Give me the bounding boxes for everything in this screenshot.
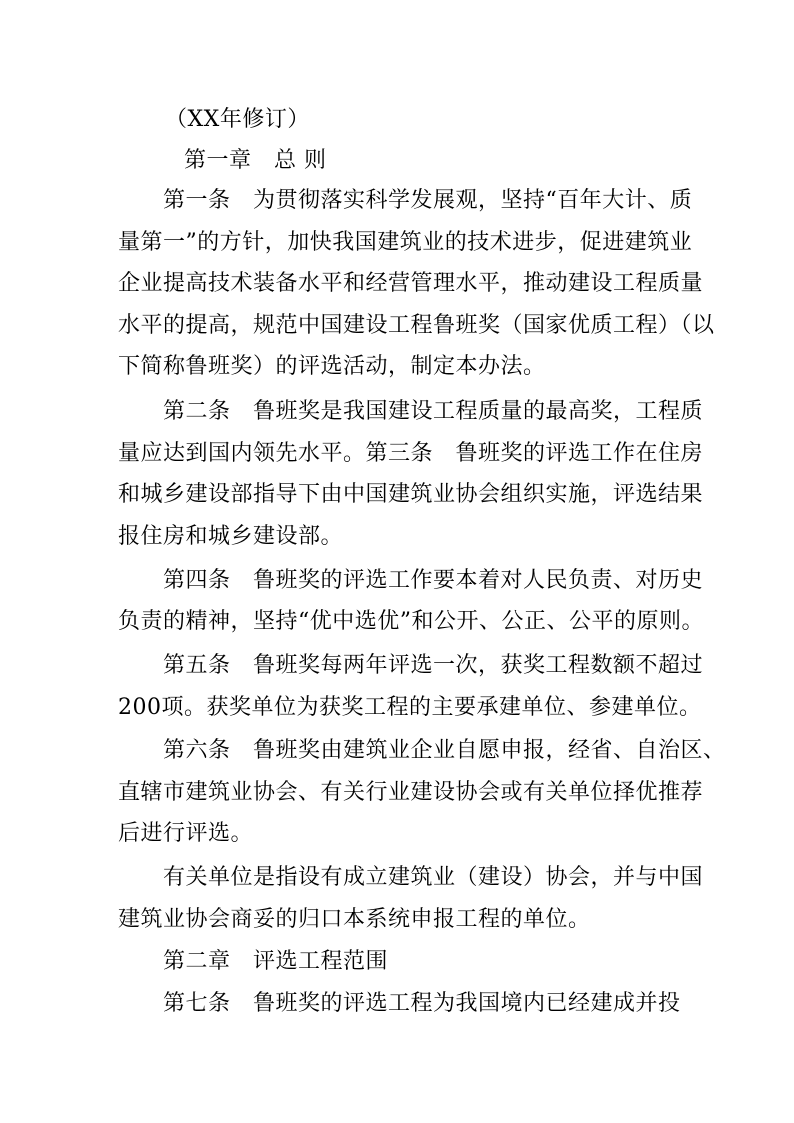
article-2-line-2: 量应达到国内领先水平。第三条 鲁班奖的评选工作在住房 <box>118 441 704 466</box>
article-1-line-3: 企业提高技术装备水平和经营管理水平，推动建设工程质量 <box>118 271 704 296</box>
article-6-line-1: 第六条 鲁班奖由建筑业企业自愿申报，经省、自治区、 <box>163 738 726 763</box>
article-7-line-1: 第七条 鲁班奖的评选工程为我国境内已经建成并投 <box>163 991 681 1016</box>
article-4-line-2: 负责的精神，坚持“优中选优”和公开、公正、公平的原则。 <box>118 609 704 634</box>
note-line-1: 有关单位是指设有成立建筑业（建设）协会，并与中国 <box>163 865 704 890</box>
article-1-line-2: 量第一”的方针，加快我国建筑业的技术进步，促进建筑业 <box>118 230 693 255</box>
article-6-line-2: 直辖市建筑业协会、有关行业建设协会或有关单位择优推荐 <box>118 780 704 805</box>
article-6-line-3: 后进行评选。 <box>118 821 254 846</box>
chapter-2-title: 第二章 评选工程范围 <box>163 949 389 974</box>
article-5-line-2: 200项。获奖单位为获奖工程的主要承建单位、参建单位。 <box>118 695 702 720</box>
article-1-line-5: 下简称鲁班奖）的评选活动，制定本办法。 <box>118 354 546 379</box>
article-3-line-2: 和城乡建设部指导下由中国建筑业协会组织实施，评选结果 <box>118 482 704 507</box>
note-line-2: 建筑业协会商妥的归口本系统申报工程的单位。 <box>118 907 591 932</box>
article-5-line-1: 第五条 鲁班奖每两年评选一次，获奖工程数额不超过 <box>163 653 704 678</box>
revision-note: （XX年修订） <box>165 107 310 132</box>
article-1-line-1: 第一条 为贯彻落实科学发展观，坚持“百年大计、质 <box>163 188 693 213</box>
chapter-1-title: 第一章 总 则 <box>184 148 327 173</box>
article-2-line-1: 第二条 鲁班奖是我国建设工程质量的最高奖，工程质 <box>163 399 704 424</box>
article-4-line-1: 第四条 鲁班奖的评选工作要本着对人民负责、对历史 <box>163 568 704 593</box>
article-3-line-3: 报住房和城乡建设部。 <box>118 524 344 549</box>
article-1-line-4: 水平的提高，规范中国建设工程鲁班奖（国家优质工程）（以 <box>118 313 715 338</box>
